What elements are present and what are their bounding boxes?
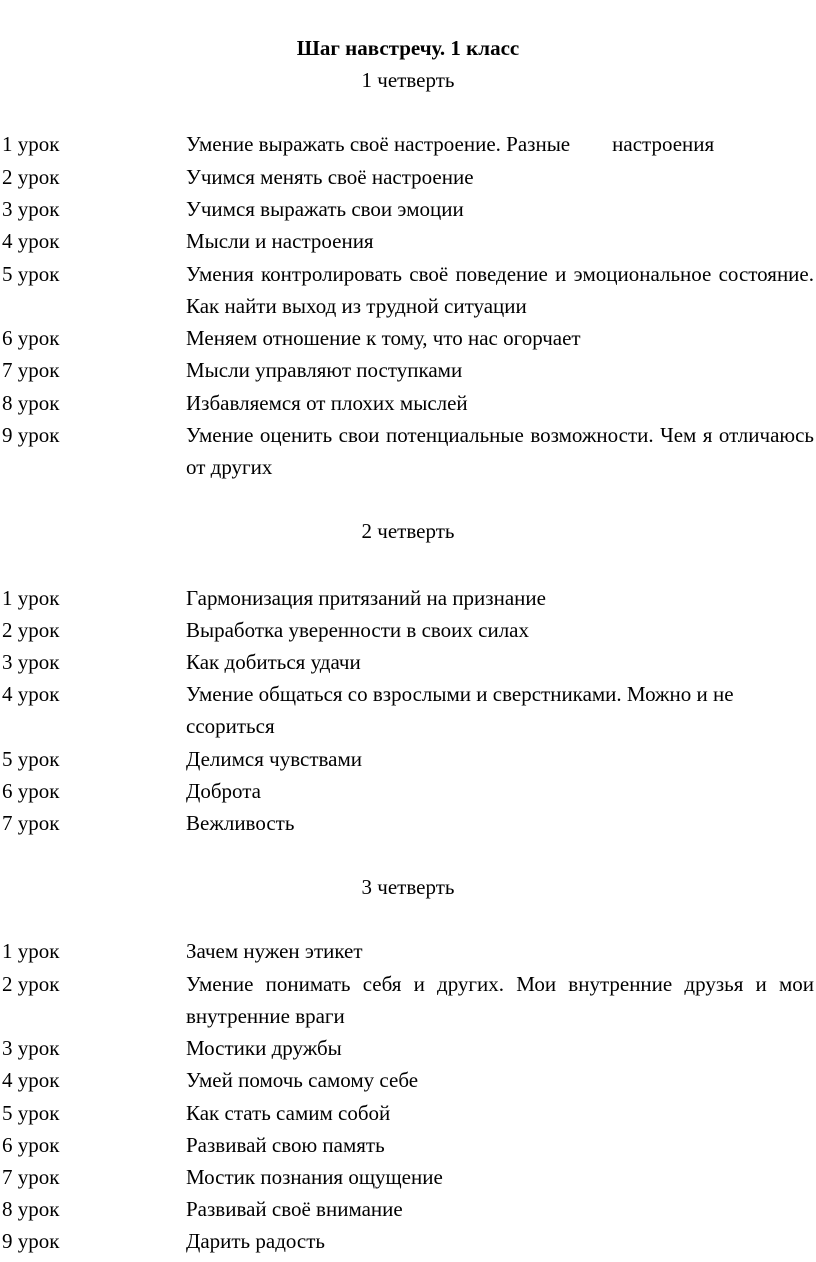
lesson-topic: Вежливость bbox=[186, 811, 295, 835]
lesson-topic: Развивай свою память bbox=[186, 1133, 385, 1157]
lesson-number: 6 урок bbox=[2, 779, 60, 803]
lesson-topic: Зачем нужен этикет bbox=[186, 939, 363, 963]
lesson-number: 7 урок bbox=[2, 811, 60, 835]
lesson-number: 5 урок bbox=[2, 262, 60, 286]
lesson-number: 3 урок bbox=[2, 197, 60, 221]
lesson-topic: Умение общаться со взрослыми и сверстниками. Можно и не ссориться bbox=[186, 682, 734, 738]
lesson-number: 1 урок bbox=[2, 132, 60, 156]
lesson-number: 9 урок bbox=[2, 1229, 60, 1253]
quarter-heading-1: 1 четверть bbox=[361, 68, 455, 92]
lesson-topic: Меняем отношение к тому, что нас огорчает bbox=[186, 326, 581, 350]
lesson-number: 3 урок bbox=[2, 1036, 60, 1060]
lesson-topic: Мостики дружбы bbox=[186, 1036, 342, 1060]
lesson-number: 5 урок bbox=[2, 747, 60, 771]
lesson-number: 1 урок bbox=[2, 939, 60, 963]
lesson-topic: Умение выражать своё настроение. Разные настроения bbox=[186, 132, 715, 156]
quarter-heading-3: 3 четверть bbox=[361, 875, 455, 899]
lesson-topic: Умения контролировать своё поведение и эмоциональное состояние. Как найти выход из трудной ситуации bbox=[186, 262, 814, 318]
lesson-topic: Дарить радость bbox=[186, 1229, 325, 1253]
document-title bbox=[0, 34, 816, 62]
lesson-number: 4 урок bbox=[2, 682, 60, 706]
lesson-topic: Гармонизация притязаний на признание bbox=[186, 586, 546, 610]
lesson-topic: Мысли управляют поступками bbox=[186, 358, 463, 382]
lesson-topic: Избавляемся от плохих мыслей bbox=[186, 391, 468, 415]
lesson-topic: Мостик познания ощущение bbox=[186, 1165, 443, 1189]
lesson-topic: Умение оценить свои потенциальные возможности. Чем я отличаюсь от других bbox=[186, 423, 814, 479]
lesson-number: 7 урок bbox=[2, 358, 60, 382]
lesson-topic: Развивай своё внимание bbox=[186, 1197, 403, 1221]
lesson-topic: Выработка уверенности в своих силах bbox=[186, 618, 530, 642]
lesson-number: 6 урок bbox=[2, 1133, 60, 1157]
lesson-number: 4 урок bbox=[2, 1068, 60, 1092]
lesson-topic: Учимся выражать свои эмоции bbox=[186, 197, 464, 221]
lesson-topic: Доброта bbox=[186, 779, 261, 803]
lesson-number: 2 урок bbox=[2, 165, 60, 189]
quarter-heading-2: 2 четверть bbox=[361, 519, 455, 543]
lesson-number: 5 урок bbox=[2, 1101, 60, 1125]
lesson-number: 7 урок bbox=[2, 1165, 60, 1189]
lesson-number: 8 урок bbox=[2, 391, 60, 415]
lesson-number: 2 урок bbox=[2, 972, 60, 996]
lesson-topic: Умение понимать себя и других. Мои внутренние друзья и мои внутренние враги bbox=[186, 972, 814, 1028]
lesson-topic: Учимся менять своё настроение bbox=[186, 165, 474, 189]
lesson-topic: Как добиться удачи bbox=[186, 650, 361, 674]
lesson-number: 6 урок bbox=[2, 326, 60, 350]
lesson-number: 2 урок bbox=[2, 618, 60, 642]
lesson-topic: Мысли и настроения bbox=[186, 229, 374, 253]
lesson-number: 9 урок bbox=[2, 423, 60, 447]
lesson-topic: Умей помочь самому себе bbox=[186, 1068, 419, 1092]
lesson-number: 8 урок bbox=[2, 1197, 60, 1221]
document-title-text: Шаг навстречу. 1 класс bbox=[296, 36, 520, 60]
lesson-topic: Делимся чувствами bbox=[186, 747, 362, 771]
lesson-number: 1 урок bbox=[2, 586, 60, 610]
lesson-number: 4 урок bbox=[2, 229, 60, 253]
lesson-number: 3 урок bbox=[2, 650, 60, 674]
lesson-topic: Как стать самим собой bbox=[186, 1101, 391, 1125]
